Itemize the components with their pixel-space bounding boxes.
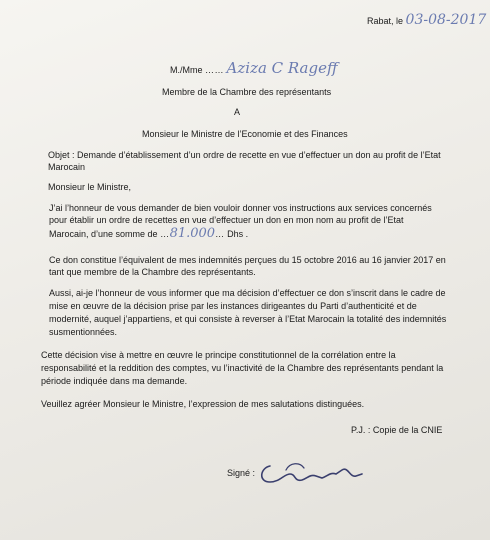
closing-line: Veuillez agréer Monsieur le Ministre, l’expression de mes salutations distinguées.	[41, 399, 365, 409]
amount-unit: Dhs .	[227, 229, 249, 239]
para1-line-3	[49, 227, 248, 241]
para2-line-2: tant que membre de la Chambre des représentants.	[49, 267, 256, 277]
handwritten-name: Aziza C Rageff	[226, 59, 338, 77]
object-line-1: Objet : Demande d’établissement d’un ordre de recette en vue d’effectuer un don au profit de l’Etat	[48, 150, 441, 160]
para4-line-1: Cette décision vise à mettre en œuvre le principe constitutionnel de la corrélation entre la	[41, 350, 396, 360]
handwritten-date: 03-08-2017	[405, 12, 487, 28]
para3-line-3: modernité, auquel j’appartiens, et qui consiste à reverser à l’Etat Marocain la totalité des indemnités	[49, 314, 447, 324]
para3-line-2: mise en œuvre de la décision prise par les instances dirigeantes du Parti d’authenticité et de	[49, 301, 417, 311]
attachment-line: P.J. : Copie de la CNIE	[351, 425, 443, 435]
sender-name-line	[170, 59, 338, 77]
date-line	[367, 14, 486, 28]
object-line-2: Marocain	[48, 162, 86, 172]
dotted-line: …	[160, 229, 170, 239]
salutation-prefix: M./Mme	[170, 65, 203, 75]
para4-line-2: responsabilité et la reddition des comptes, vu l’inactivité de la Chambre des représentants pendant la	[41, 363, 444, 373]
dotted-line: …	[215, 229, 225, 239]
to-word: A	[234, 107, 241, 117]
recipient-line: Monsieur le Ministre de l’Economie et des Finances	[142, 129, 348, 139]
dotted-line: ……	[205, 65, 225, 75]
greeting: Monsieur le Ministre,	[48, 182, 132, 192]
para1-line-2: pour établir un ordre de recettes en vue d’effectuer un don en mon nom au profit de l’Etat	[49, 215, 404, 225]
para3-line-1: Aussi, ai-je l’honneur de vous informer que ma décision d’effectuer ce don s’inscrit dans le cadre de	[49, 288, 446, 298]
para1-line-1: J’ai l’honneur de vous demander de bien vouloir donner vos instructions aux services concernés	[49, 203, 432, 213]
place-prefix: Rabat, le	[367, 16, 404, 26]
para2-line-1: Ce don constitue l’équivalent de mes indemnités perçues du 15 octobre 2016 au 16 janvier 2017 en	[49, 255, 446, 265]
para4-line-3: période indiquée dans ma demande.	[41, 376, 188, 386]
signature-label: Signé :	[227, 468, 256, 478]
para3-line-4: susmentionnées.	[49, 327, 118, 337]
sender-role: Membre de la Chambre des représentants	[162, 87, 332, 97]
handwritten-signature	[256, 456, 366, 488]
handwritten-amount: 81.000	[169, 226, 216, 241]
amount-prefix: Marocain, d’une somme de	[49, 229, 158, 239]
